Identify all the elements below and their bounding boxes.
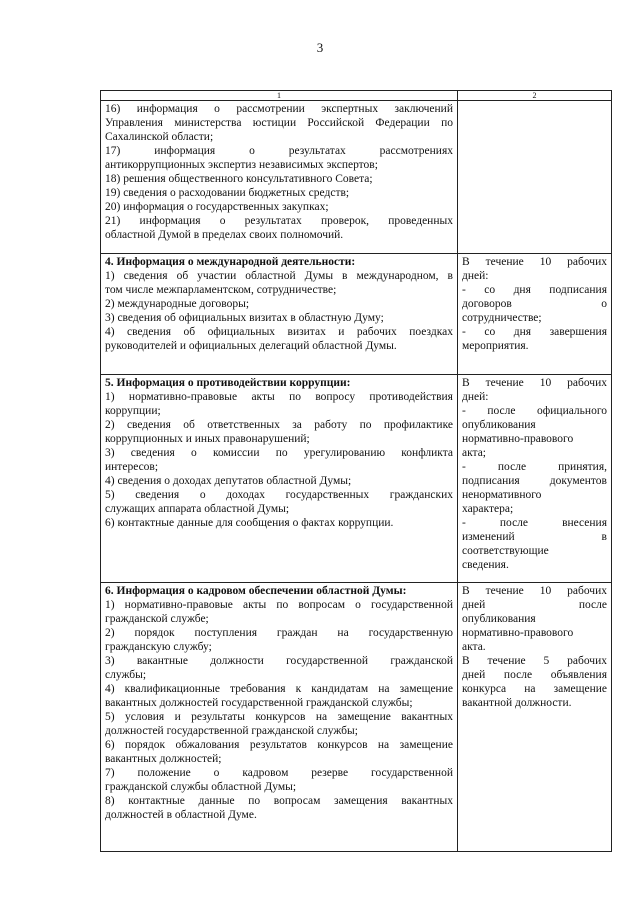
text-line: 4) сведения о доходах депутатов областной Думы; <box>105 475 352 487</box>
text-line: коррупционных и иных правонарушений; <box>105 433 310 445</box>
text-line: - после принятия, <box>461 461 607 473</box>
text-line: вакантных должностей; <box>105 753 222 765</box>
text-line: должностей в областной Думе. <box>105 809 257 821</box>
text-line: - со дня подписания <box>461 284 607 296</box>
text-line: интересов; <box>105 461 159 473</box>
text-line: дней: <box>461 270 489 282</box>
text-line: коррупции; <box>105 405 161 417</box>
row-3-left-cell <box>101 375 458 583</box>
text-line: руководителей и официальных делегаций областной Думы. <box>105 340 397 352</box>
text-line: опубликования <box>461 419 536 431</box>
text-line: - после официального <box>461 405 607 417</box>
text-line: служащих аппарата областной Думы; <box>105 503 290 515</box>
text-line: дней после <box>461 599 607 611</box>
text-line: 7) положение о кадровом резерве государственной <box>105 767 453 779</box>
text-line: 6) контактные данные для сообщения о фактах коррупции. <box>105 517 394 529</box>
text-line: 20) информация о государственных закупках; <box>105 201 329 213</box>
text-line: 4) сведения об официальных визитах и рабочих поездках <box>105 326 453 338</box>
text-line: нормативно-правового <box>461 627 574 639</box>
text-line: нормативно-правового <box>461 433 574 445</box>
text-line: 5) условия и результаты конкурсов на замещение вакантных <box>105 711 453 723</box>
text-line: 6) порядок обжалования результатов конкурсов на замещение <box>105 739 453 751</box>
row-4-left-cell <box>101 583 458 852</box>
text-line: службы; <box>105 669 147 681</box>
text-line: 21) информация о результатах проверок, проведенных <box>105 215 453 227</box>
text-line: сотрудничестве; <box>461 312 542 324</box>
column-header-2: 2 <box>457 91 611 101</box>
text-line: вакантных должностей государственной гражданской службы; <box>105 697 413 709</box>
text-line: договоров о <box>461 298 607 310</box>
page-number: 3 <box>316 40 324 55</box>
text-line: В течение 10 рабочих <box>461 585 607 597</box>
text-line: 2) порядок поступления граждан на государственную <box>105 627 453 639</box>
text-line: опубликования <box>461 613 536 625</box>
row-1-left-cell <box>101 101 458 254</box>
row-3-right-cell <box>457 375 611 583</box>
text-line: 16) информация о рассмотрении экспертных заключений <box>105 103 453 115</box>
section-heading: 4. Информация о международной деятельности: <box>105 256 356 268</box>
text-line: подписания документов <box>461 475 607 487</box>
table-row <box>101 101 612 254</box>
text-line: гражданскую службу; <box>105 641 212 653</box>
text-line: конкурса на замещение <box>461 683 607 695</box>
text-line: сведения. <box>461 559 509 571</box>
text-line: ненормативного <box>461 489 542 501</box>
text-line: В течение 5 рабочих <box>461 655 607 667</box>
text-line: 1) нормативно-правовые акты по вопросам о государственной <box>105 599 453 611</box>
document-table <box>100 90 612 852</box>
text-line: В течение 10 рабочих <box>461 377 607 389</box>
text-line: 2) международные договоры; <box>105 298 250 310</box>
table-row <box>101 583 612 852</box>
text-line: должностей государственной гражданской службы; <box>105 725 358 737</box>
text-line: - после внесения <box>461 517 607 529</box>
text-line: соответствующие <box>461 545 549 557</box>
text-line: 3) сведения об официальных визитах в областную Думу; <box>105 312 384 324</box>
text-line: изменений в <box>461 531 607 543</box>
text-line: 17) информация о результатах рассмотрениях <box>105 145 453 157</box>
text-line: 2) сведения об ответственных за работу по профилактике <box>105 419 453 431</box>
table-row <box>101 254 612 375</box>
text-line: Управления министерства юстиции Российской Федерации по <box>105 117 453 129</box>
text-line: 8) контактные данные по вопросам замещения вакантных <box>105 795 453 807</box>
text-line: областной Думой в пределах своих полномочий. <box>105 229 344 241</box>
text-line: том числе межпарламентском, сотрудничестве; <box>105 284 337 296</box>
text-line: В течение 10 рабочих <box>461 256 607 268</box>
text-line: акта; <box>461 447 486 459</box>
row-2-left-cell <box>101 254 458 375</box>
row-4-right-cell <box>457 583 611 852</box>
text-line: 19) сведения о расходовании бюджетных средств; <box>105 187 350 199</box>
text-line: мероприятия. <box>461 340 529 352</box>
text-line: - со дня завершения <box>461 326 607 338</box>
text-line: дней после объявления <box>461 669 607 681</box>
table-row <box>101 375 612 583</box>
section-heading: 5. Информация о противодействии коррупции: <box>105 377 351 389</box>
text-line: 3) сведения о комиссии по урегулированию конфликта <box>105 447 453 459</box>
text-line: 4) квалификационные требования к кандидатам на замещение <box>105 683 453 695</box>
text-line: вакантной должности. <box>461 697 572 709</box>
row-2-right-cell <box>457 254 611 375</box>
text-line: гражданской службы областной Думы; <box>105 781 297 793</box>
text-line: 3) вакантные должности государственной гражданской <box>105 655 453 667</box>
section-heading: 6. Информация о кадровом обеспечении областной Думы: <box>105 585 407 597</box>
text-line: 1) сведения об участии областной Думы в международном, в <box>105 270 453 282</box>
text-line: 1) нормативно-правовые акты по вопросу противодействия <box>105 391 453 403</box>
text-line: дней: <box>461 391 489 403</box>
text-line: 18) решения общественного консультативного Совета; <box>105 173 373 185</box>
text-line: Сахалинской области; <box>105 131 214 143</box>
text-line: 5) сведения о доходах государственных гражданских <box>105 489 453 501</box>
text-line: акта. <box>461 641 486 653</box>
text-line: гражданской службе; <box>105 613 209 625</box>
text-line: характера; <box>461 503 514 515</box>
text-line: антикоррупционных экспертиз независимых экспертов; <box>105 159 378 171</box>
row-1-right-cell <box>457 101 611 254</box>
column-header-1: 1 <box>101 91 458 101</box>
table-header-row <box>101 91 612 101</box>
